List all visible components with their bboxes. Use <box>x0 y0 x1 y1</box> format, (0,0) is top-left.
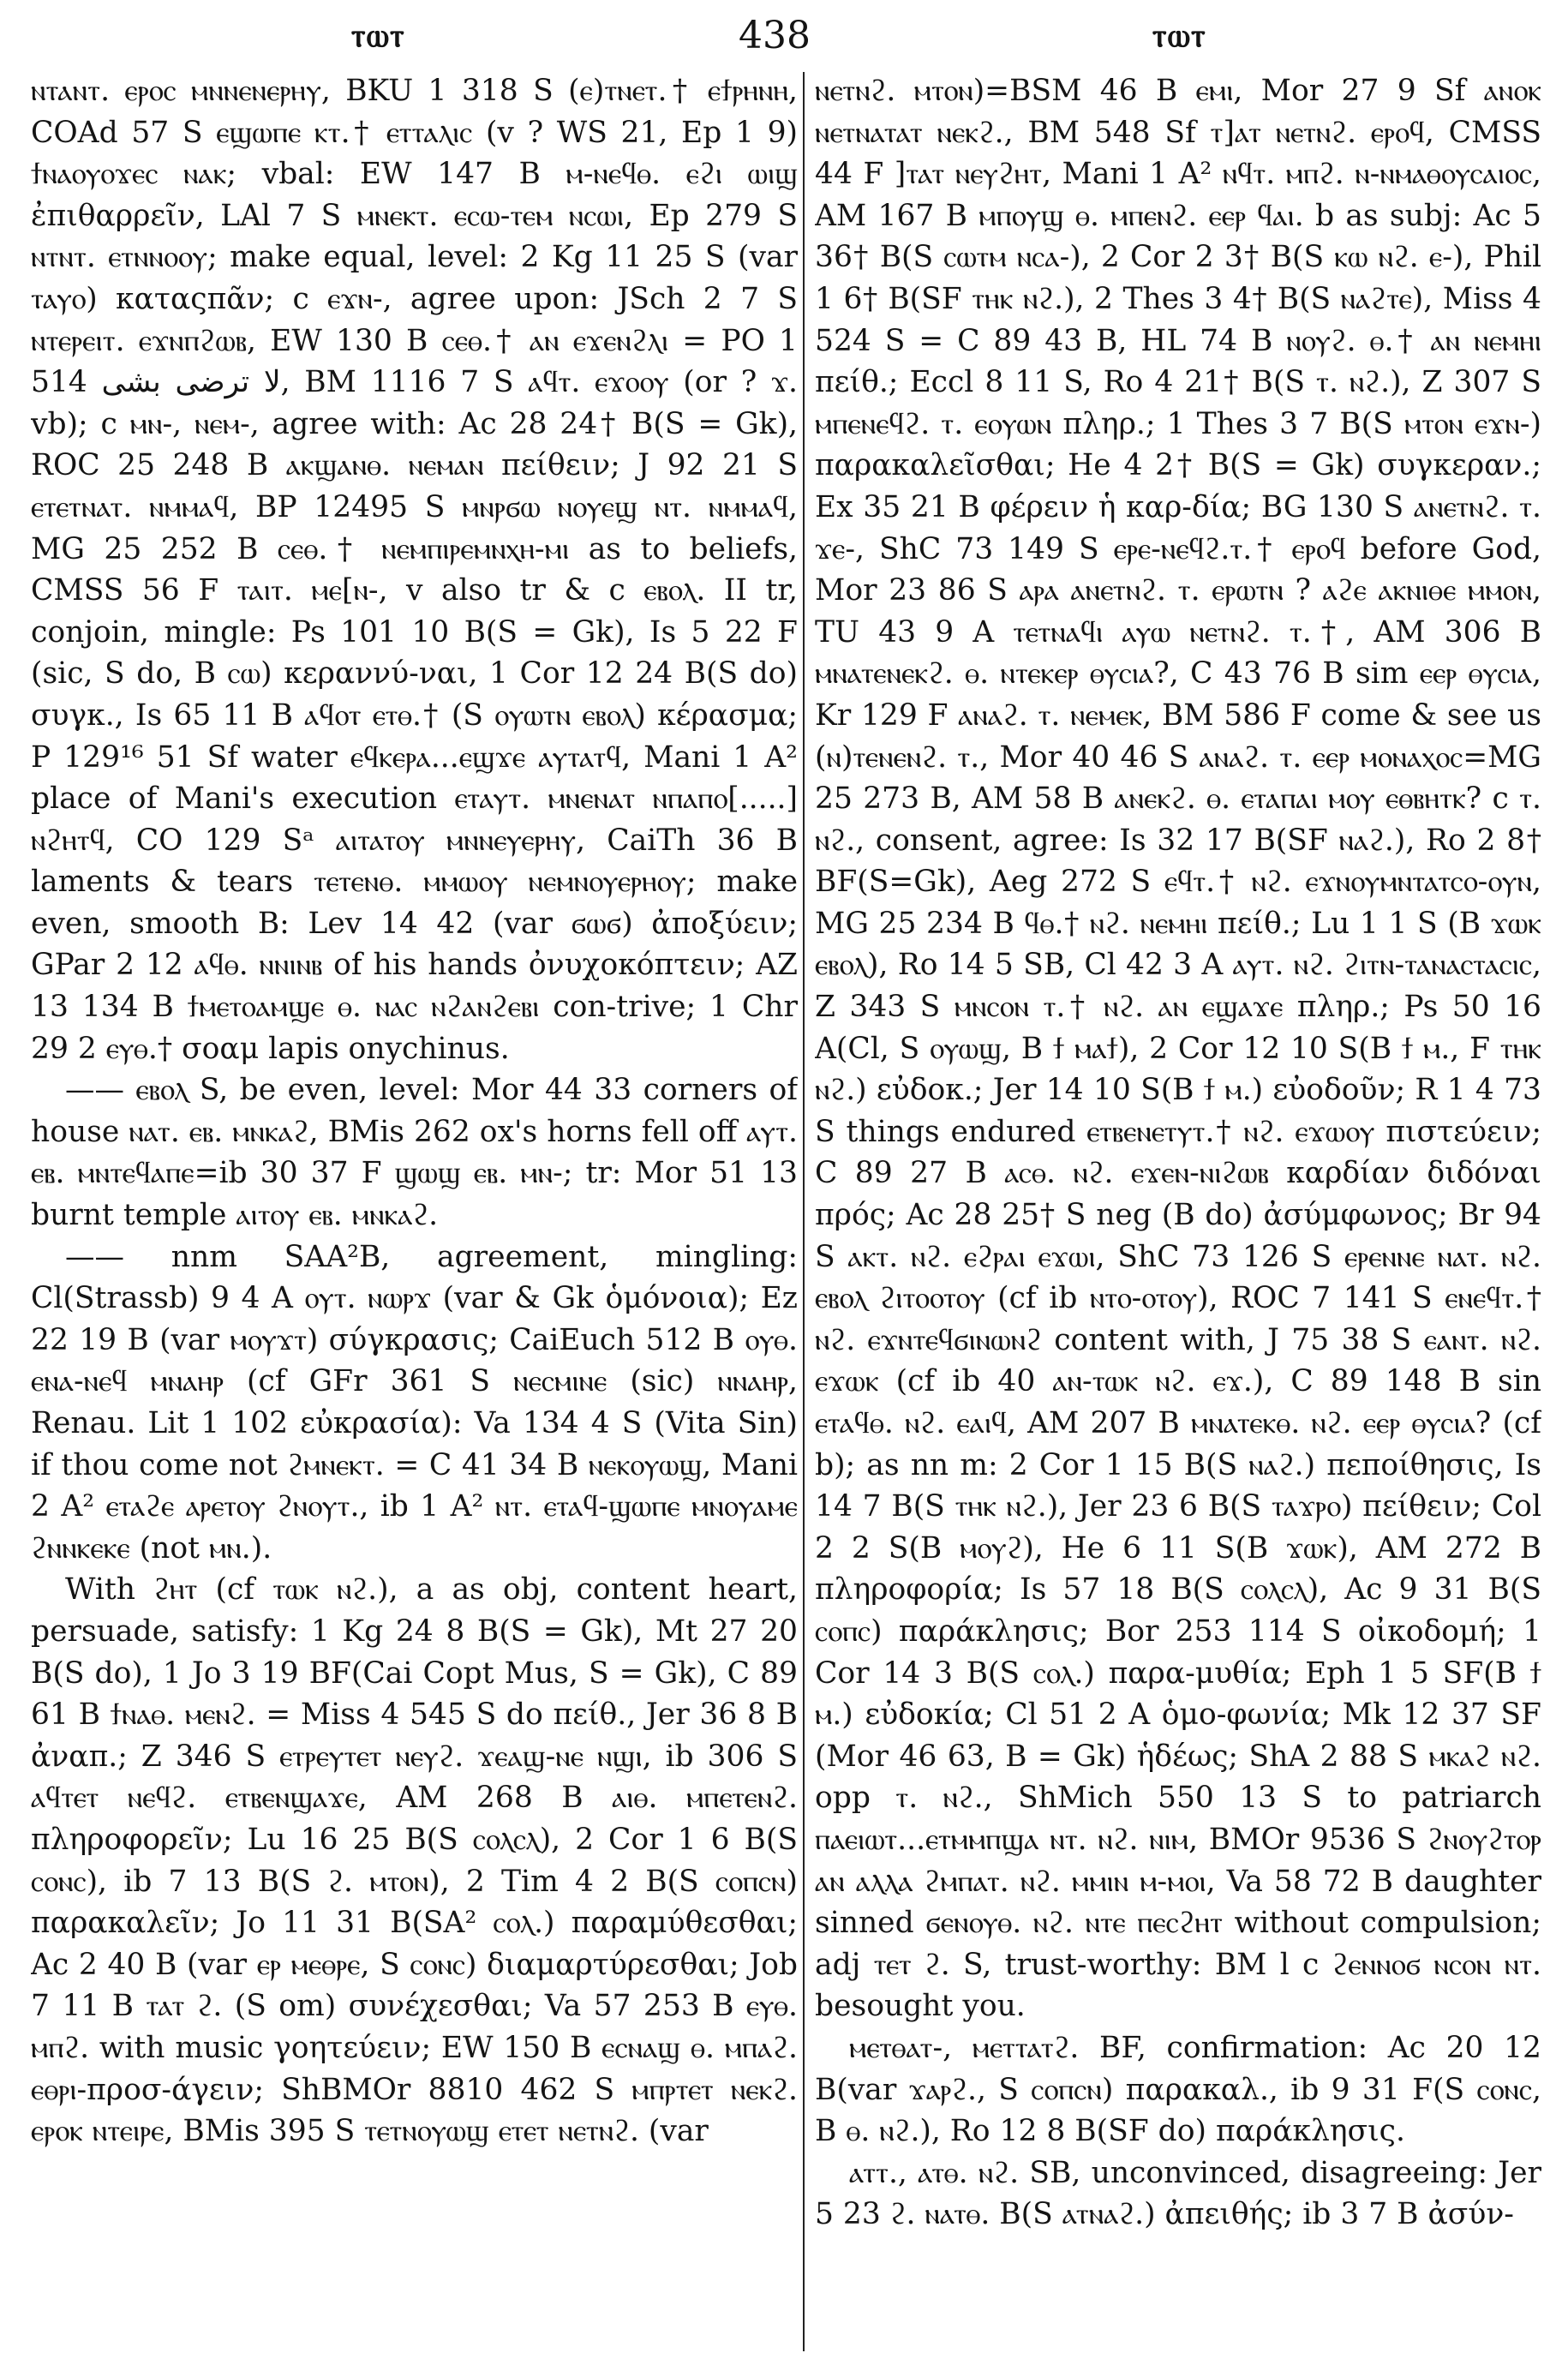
entry-paragraph: ⲁⲧⲧ., ⲁⲧⲑ. ⲛϩ. SB, unconvinced, disagreeing: Jer 5 23 ϩ. ⲛⲁⲧⲑ. B(S ⲁⲧⲛⲁϩ.) ἀπειθής; ib 3 7 B ἀσύν- <box>815 2155 1541 2232</box>
right-column <box>815 70 1541 2354</box>
entry-paragraph: ⲙⲉⲧⲑⲁⲧ-, ⲙⲉⲧⲧⲁⲧϩ. BF, confirmation: Ac 20 12 B(var ϫⲁⲣϩ., S ⲥⲟⲡⲥⲛ) παρακαλ., ib 9 31 F(S ⲥⲟⲛⲥ, B ⲑ. ⲛϩ.), Ro 12 8 B(SF do) παράκλησις. <box>815 2030 1541 2149</box>
running-head-right-word: ⲧⲱⲧ <box>1152 15 1207 54</box>
left-column <box>31 70 798 2354</box>
page-number: 438 <box>739 14 811 57</box>
entry-paragraph: ⲛⲧⲁⲛⲧ. ⲉⲣⲟⲥ ⲙⲛⲛⲉⲛⲉⲣⲏⲩ, BKU 1 318 S (ⲉ)ⲧⲛⲉⲧ.† ⲉϯⲣⲏⲛⲏ, COAd 57 S ⲉϣⲱⲡⲉ ⲕⲧ.† ⲉⲧⲧⲁⲗⲓⲥ (v ? WS 21, Ep 1 9) ϯⲛⲁⲟⲩⲟϫⲉⲥ ⲛⲁⲕ; vbal: EW 147 B ⲙ-ⲛⲉϥⲑ. ⲉϩⲓ ⲱⲓϣ ἐπιθαρρεῖν, LAl 7 S ⲙⲛⲉⲕⲧ. ⲉⲥⲱ-ⲧⲉⲙ ⲛⲥⲱⲓ, Ep 279 S ⲛⲧⲛⲧ. ⲉⲧⲛⲛⲟⲟⲩ; make equal, level: 2 Kg 11 25 S (var ⲧⲁⲩⲟ) καταςπᾶν; c ⲉϫⲛ-, agree upon: JSch 2 7 S ⲛⲧⲉⲣⲉⲓⲧ. ⲉϫⲛⲡϩⲱⲃ, EW 130 B ⲥⲉⲑ.† ⲁⲛ ⲉϫⲉⲛϩⲗⲓ = PO 1 514 لا ترضى بشى, BM 1116 7 S ⲁϥⲧ. ⲉϫⲟⲟⲩ (or ? ϫ. vb); c ⲙⲛ-, ⲛⲉⲙ-, agree with: Ac 28 24† B(S = Gk), ROC 25 248 B ⲁⲕϣⲁⲛⲑ. ⲛⲉⲙⲁⲛ πείθειν; J 92 21 S ⲉⲧⲉⲧⲛⲁⲧ. ⲛⲙⲙⲁϥ, BP 12495 S ⲙⲛⲣϭⲱ ⲛⲟⲩⲉϣ ⲛⲧ. ⲛⲙⲙⲁϥ, MG 25 252 B ⲥⲉⲑ.† ⲛⲉⲙⲡⲓⲣⲉⲙⲛⲭⲏ-ⲙⲓ as to beliefs, CMSS 56 F ⲧⲁⲓⲧ. ⲙⲉ[ⲛ-, v also tr & c ⲉⲃⲟⲗ. II tr, conjoin, mingle: Ps 101 10 B(S = Gk), Is 5 22 F (sic, S do, B ⲥⲱ) κεραννύ-ναι, 1 Cor 12 24 B(S do) συγκ., Is 65 11 B ⲁϥⲟⲧ ⲉⲧⲑ.† (S ⲟⲩⲱⲧⲛ ⲉⲃⲟⲗ) κέρασμα; P 129¹⁶ 51 Sf water ⲉϥⲕⲉⲣⲁ...ⲉϣϫⲉ ⲁⲩⲧⲁⲧϥ, Mani 1 A² place of Mani's execution ⲉⲧⲁⲩⲧ. ⲙⲛⲉⲛⲁⲧ ⲛⲡⲁⲡⲟ[.....] ⲛϩⲏⲧϥ, CO 129 Sᵃ ⲁⲓⲧⲁⲧⲟⲩ ⲙⲛⲛⲉⲩⲉⲣⲏⲩ, CaiTh 36 B laments & tears ⲧⲉⲧⲉⲛⲑ. ⲙⲙⲱⲟⲩ ⲛⲉⲙⲛⲟⲩⲉⲣⲏⲟⲩ; make even, smooth B: Lev 14 42 (var ϭⲱϭ) ἀποξύειν; GPar 2 12 ⲁϥⲑ. ⲛⲛⲓⲛⲃ of his hands ὀνυχοκόπτειν; AZ 13 134 B ϯⲙⲉⲧⲟⲁⲙϣⲉ ⲑ. ⲛⲁⲥ ⲛϩⲁⲛϩⲉⲃⲓ con-trive; 1 Chr 29 2 ⲉⲩⲑ.† σοαμ lapis onychinus. <box>31 74 798 1066</box>
entry-paragraph: —— ⲉⲃⲟⲗ S, be even, level: Mor 44 33 corners of house ⲛⲁⲧ. ⲉⲃ. ⲙⲛⲕⲁϩ, BMis 262 ox's horns fell off ⲁⲩⲧ. ⲉⲃ. ⲙⲛⲧⲉϥⲁⲡⲉ=ib 30 37 F ϣⲱϣ ⲉⲃ. ⲙⲛ-; tr: Mor 51 13 burnt temple ⲁⲓⲧⲟⲩ ⲉⲃ. ⲙⲛⲕⲁϩ. <box>31 1073 798 1233</box>
entry-paragraph: ⲛⲉⲧⲛϩ. ⲙⲧⲟⲛ)=BSM 46 B ⲉⲙⲓ, Mor 27 9 Sf ⲁⲛⲟⲕ ⲛⲉⲧⲛⲁⲧⲁⲧ ⲛⲉⲕϩ., BM 548 Sf ⲧ]ⲁⲧ ⲛⲉⲧⲛϩ. ⲉⲣⲟϥ, CMSS 44 F ]ⲧⲁⲧ ⲛⲉⲩϩⲏⲧ, Mani 1 A² ⲛϥⲧ. ⲙⲡϩ. ⲛ-ⲛⲙⲁⲑⲟⲩⲥⲁⲓⲟⲥ, AM 167 B ⲙⲡⲟⲩϣ ⲑ. ⲙⲡⲉⲛϩ. ⲉⲉⲣ ϥⲁⲓ. b as subj: Ac 5 36† B(S ⲥⲱⲧⲙ ⲛⲥⲁ-), 2 Cor 2 3† B(S ⲕⲱ ⲛϩ. ⲉ-), Phil 1 6† B(SF ⲧⲏⲕ ⲛϩ.), 2 Thes 3 4† B(S ⲛⲁϩⲧⲉ), Miss 4 524 S = C 89 43 B, HL 74 B ⲛⲟⲩϩ. ⲑ.† ⲁⲛ ⲛⲉⲙⲏⲓ πείθ.; Eccl 8 11 S, Ro 4 21† B(S ⲧ. ⲛϩ.), Z 307 S ⲙⲡⲉⲛⲉϥϩ. ⲧ. ⲉⲟⲩⲱⲛ πληρ.; 1 Thes 3 7 B(S ⲙⲧⲟⲛ ⲉϫⲛ-) παρακαλεῖσθαι; He 4 2† B(S = Gk) συγκεραν.; Ex 35 21 B φέρειν ἡ καρ-δία; BG 130 S ⲁⲛⲉⲧⲛϩ. ⲧ. ϫⲉ-, ShC 73 149 S ⲉⲣⲉ-ⲛⲉϥϩ.ⲧ.† ⲉⲣⲟϥ before God, Mor 23 86 S ⲁⲣⲁ ⲁⲛⲉⲧⲛϩ. ⲧ. ⲉⲣⲱⲧⲛ ? ⲁϩⲉ ⲁⲕⲛⲓⲑⲉ ⲙⲙⲟⲛ, TU 43 9 A ⲧⲉⲧⲛⲁϥⲓ ⲁⲩⲱ ⲛⲉⲧⲛϩ. ⲧ.†, AM 306 B ⲙⲛⲁⲧⲉⲛⲉⲕϩ. ⲑ. ⲛⲧⲉⲕⲉⲣ ⲑⲩⲥⲓⲁ?, C 43 76 B sim ⲉⲉⲣ ⲑⲩⲥⲓⲁ, Kr 129 F ⲁⲛⲁϩ. ⲧ. ⲛⲉⲙⲉⲕ, BM 586 F come & see us (ⲛ)ⲧⲉⲛⲉⲛϩ. ⲧ., Mor 40 46 S ⲁⲛⲁϩ. ⲧ. ⲉⲉⲣ ⲙⲟⲛⲁⲭⲟⲥ=MG 25 273 B, AM 58 B ⲁⲛⲉⲕϩ. ⲑ. ⲉⲧⲁⲡⲁⲓ ⲙⲟⲩ ⲉⲑⲃⲏⲧⲕ? c ⲧ. ⲛϩ., consent, agree: Is 32 17 B(SF ⲛⲁϩ.), Ro 2 8† BF(S=Gk), Aeg 272 S ⲉϥⲧ.† ⲛϩ. ⲉϫⲛⲟⲩⲙⲛⲧⲁⲧⲥⲟ-ⲟⲩⲛ, MG 25 234 B ϥⲑ.† ⲛϩ. ⲛⲉⲙⲏⲓ πείθ.; Lu 1 1 S (B ϫⲱⲕ ⲉⲃⲟⲗ), Ro 14 5 SB, Cl 42 3 A ⲁⲩⲧ. ⲛϩ. ϩⲓⲧⲛ-ⲧⲁⲛⲁⲥⲧⲁⲥⲓⲥ, Z 343 S ⲙⲛⲥⲟⲛ ⲧ.† ⲛϩ. ⲁⲛ ⲉϣⲁϫⲉ πληρ.; Ps 50 16 A(Cl, S ⲟⲩⲱϣ, B ϯ ⲙⲁϯ), 2 Cor 12 10 S(B ϯ ⲙ., F ⲧⲏⲕ ⲛϩ.) εὐδοκ.; Jer 14 10 S(B ϯ ⲙ.) εὐοδοῦν; R 1 4 73 S things endured ⲉⲧⲃⲉⲛⲉⲧⲩⲧ.† ⲛϩ. ⲉϫⲱⲟⲩ πιστεύειν; C 89 27 B ⲁⲥⲑ. ⲛϩ. ⲉϫⲉⲛ-ⲛⲓϩⲱⲃ καρδίαν διδόναι πρός; Ac 28 25† S neg (B do) ἀσύμφωνος; Br 94 S ⲁⲕⲧ. ⲛϩ. ⲉϩⲣⲁⲓ ⲉϫⲱⲓ, ShC 73 126 S ⲉⲣⲉⲛⲛⲉ ⲛⲁⲧ. ⲛϩ. ⲉⲃⲟⲗ ϩⲓⲧⲟⲟⲧⲟⲩ (cf ib ⲛⲧⲟ-ⲟⲧⲟⲩ), ROC 7 141 S ⲉⲛⲉϥⲧ.† ⲛϩ. ⲉϫⲛⲧⲉϥϭⲓⲛⲱⲛϩ content with, J 75 38 S ⲉⲁⲛⲧ. ⲛϩ. ⲉϫⲱⲕ (cf ib 40 ⲁⲛ-ⲧⲱⲕ ⲛϩ. ⲉϫ.), C 89 148 B sin ⲉⲧⲁϥⲑ. ⲛϩ. ⲉⲁⲓϥ, AM 207 B ⲙⲛⲁⲧⲉⲕⲑ. ⲛϩ. ⲉⲉⲣ ⲑⲩⲥⲓⲁ? (cf b); as nn m: 2 Cor 1 15 B(S ⲛⲁϩ.) πεποίθησις, Is 14 7 B(S ⲧⲏⲕ ⲛϩ.), Jer 23 6 B(S ⲧⲁϫⲣⲟ) πείθειν; Col 2 2 S(B ⲙⲟⲩϩ), He 6 11 S(B ϫⲱⲕ), AM 272 B πληροφορία; Is 57 18 B(S ⲥⲟⲗⲥⲗ), Ac 9 31 B(S ⲥⲟⲡⲥ) παράκλησις; Bor 253 114 S οἰκοδομή; 1 Cor 14 3 B(S ⲥⲟⲗ.) παρα-μυθία; Eph 1 5 SF(B ϯ ⲙ.) εὐδοκία; Cl 51 2 A ὁμο-φωνία; Mk 12 37 SF (Mor 46 63, B = Gk) ἡδέως; ShA 2 88 S ⲙⲕⲁϩ ⲛϩ. opp ⲧ. ⲛϩ., ShMich 550 13 S to patriarch ⲡⲁⲉⲓⲱⲧ...ⲉⲧⲙⲙⲡϣⲁ ⲛⲧ. ⲛϩ. ⲛⲓⲙ, BMOr 9536 S ϩⲛⲟⲩϩⲧⲟⲣ ⲁⲛ ⲁⲗⲗⲁ ϩⲙⲡⲁⲧ. ⲛϩ. ⲙⲙⲓⲛ ⲙ-ⲙⲟⲓ, Va 58 72 B daughter sinned ϭⲉⲛⲟⲩⲑ. ⲛϩ. ⲛⲧⲉ ⲡⲉⲥϩⲏⲧ without compulsion; adj ⲧⲉⲧ ϩ. S, trust-worthy: BM l c ϩⲉⲛⲛⲟϭ ⲛⲥⲟⲛ ⲛⲧ. besought you. <box>815 74 1541 2024</box>
entry-paragraph: —— nnm SAA²B, agreement, mingling: Cl(Strassb) 9 4 A ⲟⲩⲧ. ⲛⲱⲣϫ (var & Gk ὁμόνοια); Ez 22 19 B (var ⲙⲟⲩϫⲧ) σύγκρασις; CaiEuch 512 B ⲟⲩⲑ. ⲉⲛⲁ-ⲛⲉϥ ⲙⲛⲁⲏⲣ (cf GFr 361 S ⲛⲉⲥⲙⲓⲛⲉ (sic) ⲛⲛⲁⲏⲣ, Renau. Lit 1 102 εὐκρασία): Va 134 4 S (Vita Sin) if thou come not ϩⲙⲛⲉⲕⲧ. = C 41 34 B ⲛⲉⲕⲟⲩⲱϣ, Mani 2 A² ⲉⲧⲁϩⲉ ⲁⲣⲉⲧⲟⲩ ϩⲛⲟⲩⲧ., ib 1 A² ⲛⲧ. ⲉⲧⲁϥ-ϣⲱⲡⲉ ⲙⲛⲟⲩⲁⲙⲉ ϩⲛⲛⲕⲉⲕⲉ (not ⲙⲛ.). <box>31 1239 798 1566</box>
column-divider <box>803 72 805 2351</box>
running-head-left-word: ⲧⲱⲧ <box>351 15 406 54</box>
running-head <box>0 14 1568 62</box>
entry-paragraph: With ϩⲏⲧ (cf ⲧⲱⲕ ⲛϩ.), a as obj, content heart, persuade, satisfy: 1 Kg 24 8 B(S = Gk), Mt 27 20 B(S do), 1 Jo 3 19 BF(Cai Copt Mus, S = Gk), C 89 61 B ϯⲛⲁⲑ. ⲙⲉⲛϩ. = Miss 4 545 S do πείθ., Jer 36 8 B ἀναπ.; Z 346 S ⲉⲧⲣⲉⲩⲧⲉⲧ ⲛⲉⲩϩ. ϫⲉⲁϣ-ⲛⲉ ⲛϣⲓ, ib 306 S ⲁϥⲧⲉⲧ ⲛⲉϥϩ. ⲉⲧⲃⲉⲛϣⲁϫⲉ, AM 268 B ⲁⲓⲑ. ⲙⲡⲉⲧⲉⲛϩ. πληροφορεῖν; Lu 16 25 B(S ⲥⲟⲗⲥⲗ), 2 Cor 1 6 B(S ⲥⲟⲛⲥ), ib 7 13 B(S ϩ. ⲙⲧⲟⲛ), 2 Tim 4 2 B(S ⲥⲟⲡⲥⲛ) παρακαλεῖν; Jo 11 31 B(SA² ⲥⲟⲗ.) παραμύθεσθαι; Ac 2 40 B (var ⲉⲣ ⲙⲉⲑⲣⲉ, S ⲥⲟⲛⲥ) διαμαρτύρεσθαι; Job 7 11 B ⲧⲁⲧ ϩ. (S om) συνέχεσθαι; Va 57 253 B ⲉⲩⲑ. ⲙⲡϩ. with music γοητεύειν; EW 150 B ⲉⲥⲛⲁϣ ⲑ. ⲙⲡⲁϩ. ⲉⲑⲣⲓ-προσ-άγειν; ShBMOr 8810 462 S ⲙⲡⲣⲧⲉⲧ ⲛⲉⲕϩ. ⲉⲣⲟⲕ ⲛⲧⲉⲓⲣⲉ, BMis 395 S ⲧⲉⲧⲛⲟⲩⲱϣ ⲉⲧⲉⲧ ⲛⲉⲧⲛϩ. (var <box>31 1572 798 2149</box>
